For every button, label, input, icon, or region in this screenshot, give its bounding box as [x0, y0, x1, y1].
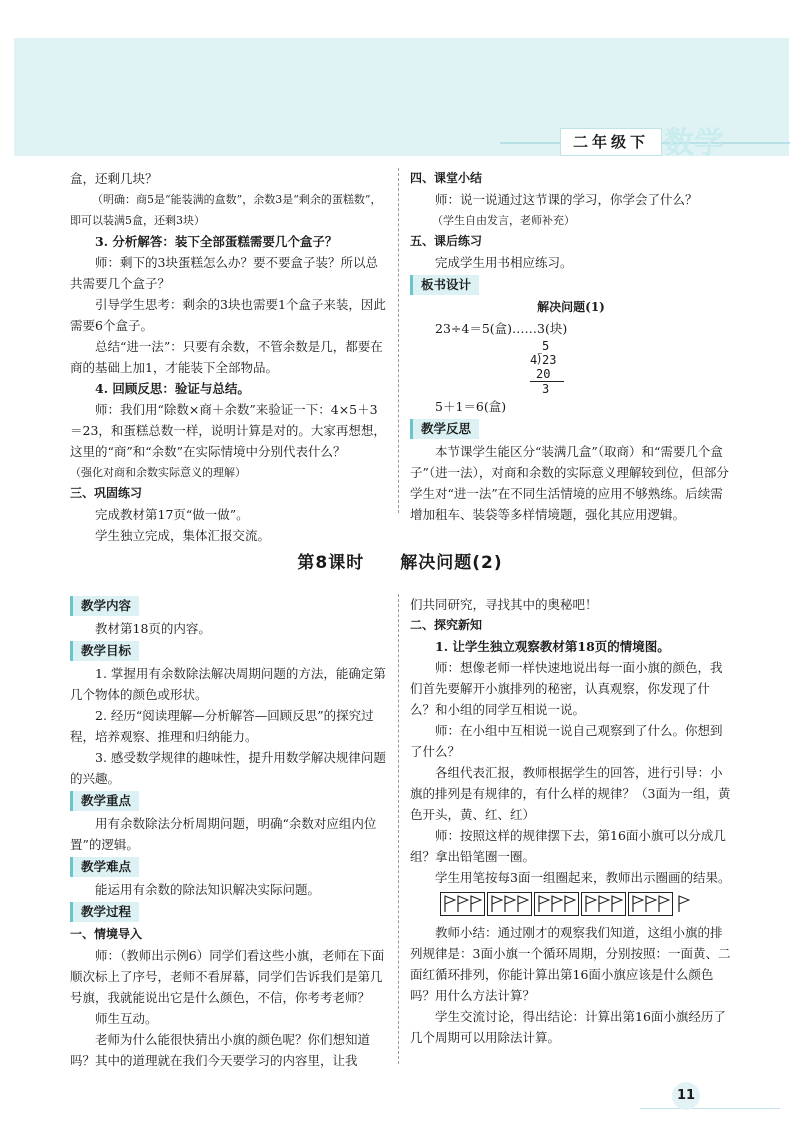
paragraph: 教材第18页的内容。	[95, 621, 211, 636]
column-divider	[398, 594, 399, 1064]
board-design-tag: 板书设计	[410, 275, 479, 295]
left-top-column	[70, 168, 388, 546]
goal-item: 1. 掌握用有余数除法解决周期问题的方法，能确定第几个物体的颜色或形状。	[70, 666, 386, 702]
reflection-text: 本节课学生能区分“装满几盒”（取商）和“需要几个盒子”（进一法），对商和余数的实际意义理解较到位，但部分学生对“进一法”在不同生活情境的应用不够熟练。后续需增加租车、装袋等多样情境题，强化其应用逻辑。	[410, 444, 729, 522]
division-remainder: 3	[542, 382, 550, 396]
paragraph: 师：想像老师一样快速地说出每一面小旗的颜色，我们首先要解开小旗排列的秘密，认真观察，你发现了什么？和小组的同学互相说一说。	[410, 660, 723, 717]
flag-icon	[456, 895, 469, 913]
flag-icon	[563, 895, 576, 913]
paragraph: 们共同研究，寻找其中的奥秘吧！	[410, 597, 598, 612]
section-heading: 三、巩固练习	[70, 486, 143, 500]
flag-group	[628, 892, 673, 916]
flag-icon	[584, 895, 597, 913]
division-quotient: 5	[542, 339, 550, 353]
note: （强化对商和余数实际意义的理解）	[70, 466, 246, 479]
content-tag: 教学内容	[70, 596, 139, 616]
paragraph: 老师为什么能很快猜出小旗的颜色呢？你们想知道吗？其中的道理就在我们今天要学习的内容里，让我	[70, 1032, 371, 1068]
paragraph: 各组代表汇报，教师根据学生的回答，进行引导：小旗的排列是有规律的，有什么样的规律？（3面为一组，黄色开头，黄、红、红）	[410, 765, 731, 822]
paragraph: 师：按照这样的规律摆下去，第16面小旗可以分成几组？拿出铅笔圈一圈。	[410, 828, 726, 864]
reflection-tag: 教学反思	[410, 419, 479, 439]
left-bottom-column	[70, 594, 388, 1071]
section-heading: 五、课后练习	[410, 234, 483, 248]
page-rule	[640, 1108, 780, 1109]
flag-icon	[469, 895, 482, 913]
section-heading: 四、课堂小结	[410, 171, 483, 185]
paragraph: 学生用笔按每3面一组圈起来，教师出示圈画的结果。	[435, 870, 731, 885]
flag-icon	[677, 895, 690, 913]
paragraph: 总结“进一法”：只要有余数，不管余数是几，都要在商的基础上加1，才能装下全部物品。	[70, 339, 383, 375]
flag-group	[440, 892, 485, 916]
grade-label: 二年级下	[560, 128, 662, 156]
flag-group	[581, 892, 626, 916]
note: （明确：商5是“能装满的盒数”，余数3是“剩余的蛋糕数”，即可以装满5盒，还剩3块）	[70, 193, 382, 227]
flag-icon	[516, 895, 529, 913]
right-bottom-column	[410, 594, 732, 1048]
goal-tag: 教学目标	[70, 641, 139, 661]
paragraph: 能运用有余数的除法知识解决实际问题。	[95, 882, 321, 897]
flag-icon	[443, 895, 456, 913]
paragraph: 师：我们用“除数×商＋余数”来验证一下：4×5＋3＝23，和蛋糕总数一样，说明计算是对的。大家再想想，这里的“商”和“余数”在实际情境中分别代表什么？	[70, 402, 386, 459]
flag-icon	[503, 895, 516, 913]
flag-single	[675, 892, 692, 916]
key-point-tag: 教学重点	[70, 791, 139, 811]
paragraph: 学生交流讨论，得出结论：计算出第16面小旗经历了几个周期可以用除法计算。	[410, 1009, 726, 1045]
goal-item: 3. 感受数学规律的趣味性，提升用数学解决规律问题的兴趣。	[70, 750, 386, 786]
flag-icon	[631, 895, 644, 913]
flag-group	[487, 892, 532, 916]
paragraph: 师：（教师出示例6）同学们看这些小旗，老师在下面顺次标上了序号，老师不看屏幕，同学们告诉我们是第几号旗，我就能说出它是什么颜色，不信，你考考老师？	[70, 948, 385, 1005]
section-heading: 一、情境导入	[70, 927, 143, 941]
subject-mark: 数学	[664, 126, 724, 161]
difficulty-tag: 教学难点	[70, 857, 139, 877]
paragraph: 学生独立完成，集体汇报交流。	[95, 528, 271, 543]
section-heading: 二、探究新知	[410, 618, 483, 632]
paragraph: 师生互动。	[95, 1011, 158, 1026]
division-subtract: 20	[530, 367, 564, 382]
note: （学生自由发言，老师补充）	[432, 214, 575, 227]
flag-icon	[610, 895, 623, 913]
flag-icon	[537, 895, 550, 913]
flag-icon	[490, 895, 503, 913]
paragraph: 引导学生思考：剩余的3块也需要1个盒子来装，因此需要6个盒子。	[70, 297, 386, 333]
flag-icon	[644, 895, 657, 913]
column-divider	[398, 168, 399, 513]
step-heading: 1. 让学生独立观察教材第18页的情境图。	[435, 639, 670, 654]
board-equation: 5＋1＝6(盒)	[435, 399, 507, 414]
paragraph: 用有余数除法分析周期问题，明确“余数对应组内位置”的逻辑。	[70, 816, 377, 852]
page-number: 11	[672, 1082, 700, 1110]
step-heading: 3. 分析解答：装下全部蛋糕需要几个盒子？	[95, 234, 338, 249]
paragraph: 盒，还剩几块？	[70, 171, 158, 186]
flag-icon	[550, 895, 563, 913]
flag-group	[534, 892, 579, 916]
board-title: 解决问题(1)	[537, 300, 605, 314]
step-heading: 4. 回顾反思：验证与总结。	[95, 381, 250, 396]
paragraph: 师：说一说通过这节课的学习，你学会了什么？	[435, 192, 698, 207]
paragraph: 师：剩下的3块蛋糕怎么办？要不要盒子装？所以总共需要几个盒子？	[70, 255, 378, 291]
flag-icon	[657, 895, 670, 913]
long-division	[530, 339, 732, 396]
flag-icon	[597, 895, 610, 913]
board-equation: 23÷4＝5(盒)……3(块)	[435, 321, 568, 336]
process-tag: 教学过程	[70, 902, 139, 922]
lesson-title: 第8课时 解决问题(2)	[297, 553, 503, 573]
right-top-column	[410, 168, 732, 525]
paragraph: 完成学生用书相应练习。	[435, 255, 573, 270]
paragraph: 师：在小组中互相说一说自己观察到了什么。你想到了什么？	[410, 723, 723, 759]
goal-item: 2. 经历“阅读理解—分析解答—回顾反思”的探究过程，培养观察、推理和归纳能力。	[70, 708, 374, 744]
paragraph: 教师小结：通过刚才的观察我们知道，这组小旗的排列规律是：3面小旗一个循环周期，分别按照：一面黄、二面红循环排列，你能计算出第16面小旗应该是什么颜色吗？用什么方法计算？	[410, 925, 731, 1003]
paragraph: 完成教材第17页“做一做”。	[95, 507, 249, 522]
flag-groups-figure	[440, 892, 732, 916]
division-expression: 4⟌23	[530, 353, 557, 367]
